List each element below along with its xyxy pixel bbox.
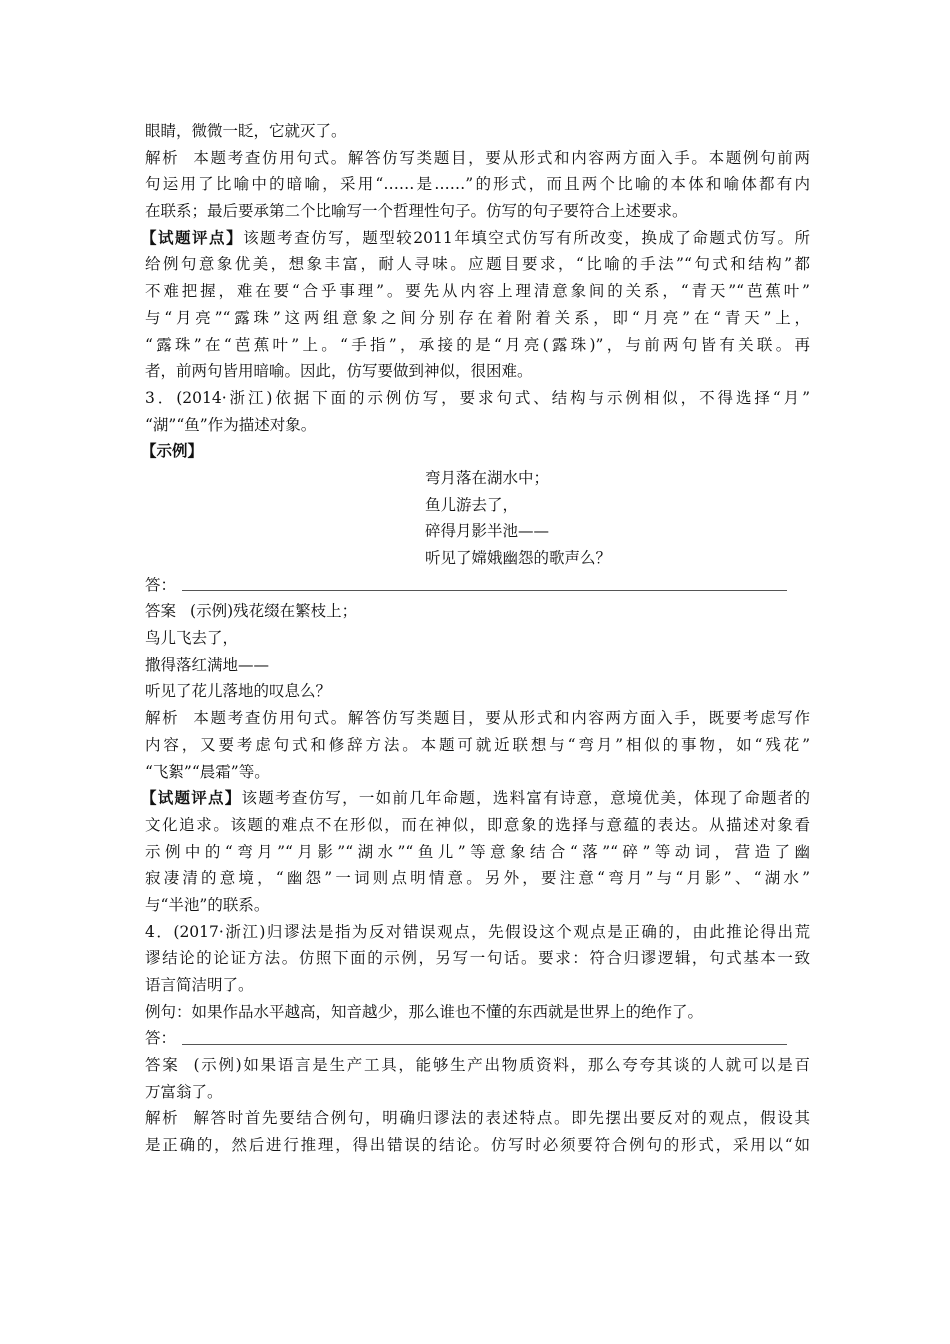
answer-blank-line[interactable] (182, 589, 787, 591)
text-line (145, 118, 810, 145)
text-line (145, 145, 810, 172)
line-text: 寂凄清的意境，“幽怨”一词则点明情意。另外，要注意“弯月”与“月影”、“湖水” (145, 869, 810, 888)
text-line (145, 1105, 810, 1132)
line-text: (示例)如果语言是生产工具，能够生产出物质资料，那么夸夸其谈的人就可以是百 (193, 1056, 810, 1075)
line-text: (示例)残花缀在繁枝上； (190, 602, 358, 621)
text-line (145, 171, 810, 198)
line-text: 句运用了比喻中的暗喻，采用“……是……”的形式，而且两个比喻的本体和喻体都有内 (145, 175, 810, 194)
example-heading (141, 438, 810, 465)
text-line (145, 945, 810, 972)
line-text: 万富翁了。 (145, 1082, 223, 1101)
section-label: 解析 (145, 1109, 180, 1128)
line-text: 听见了花儿落地的叹息么？ (145, 682, 332, 701)
text-line (145, 358, 810, 385)
text-line (145, 678, 810, 705)
comment-label: 【试题评点】 (141, 788, 242, 808)
line-text: “飞絮”“晨霜”等。 (145, 762, 270, 781)
line-text: 眼睛，微微一眨，它就灭了。 (145, 122, 347, 140)
answer-field-row (145, 572, 810, 599)
line-text: 不难把握，难在要“合乎事理”。要先从内容上理清意象间的关系，“青天”“芭蕉叶” (145, 282, 810, 301)
poem-line: 碎得月影半池—— (425, 522, 550, 541)
line-text: 该题考查仿写，一如前几年命题，选料富有诗意，意境优美，体现了命题者的 (241, 789, 810, 808)
example-sentence (145, 999, 810, 1026)
section-label: 答案 (145, 602, 177, 621)
text-line (145, 198, 810, 225)
text-line (145, 412, 810, 439)
line-text: 4．(2017·浙江)归谬法是指为反对错误观点，先假设这个观点是正确的，由此推论得出荒 (145, 922, 810, 941)
line-text: “湖”“鱼”作为描述对象。 (145, 415, 317, 434)
line-text: 鸟儿飞去了， (145, 629, 239, 648)
text-line (145, 1079, 810, 1106)
poem-line: 弯月落在湖水中； (425, 468, 550, 487)
line-text: 解答时首先要结合例句，明确归谬法的表述特点。即先摆出要反对的观点，假设其 (193, 1109, 810, 1128)
text-line (145, 332, 810, 359)
line-text: 语言简洁明了。 (145, 976, 254, 994)
line-text: 在联系；最后要承第二个比喻写一个哲理性句子。仿写的句子要符合上述要求。 (145, 202, 688, 221)
line-text: 文化追求。该题的难点不在形似，而在神似，即意象的选择与意蕴的表达。从描述对象看 (145, 815, 810, 834)
poem-line: 鱼儿游去了， (425, 495, 519, 514)
line-text: 该题考查仿写，题型较2011年填空式仿写有所改变，换成了命题式仿写。所 (243, 228, 810, 247)
text-line (145, 759, 810, 786)
section-label: 解析 (145, 709, 180, 728)
line-text: 本题考查仿用句式。解答仿写类题目，要从形式和内容两方面入手，既要考虑写作 (193, 709, 810, 728)
text-line (145, 251, 810, 278)
answer-field-row (145, 1025, 810, 1052)
text-line (145, 625, 810, 652)
text-line (145, 839, 810, 866)
section-label: 答案 (145, 1056, 180, 1075)
line-text: 给例句意象优美，想象丰富，耐人寻味。应题目要求，“比喻的手法”“句式和结构”都 (145, 255, 810, 274)
line-text: 本题考查仿用句式。解答仿写类题目，要从形式和内容两方面入手。本题例句前两 (193, 148, 810, 167)
poem-line: 听见了嫦娥幽怨的歌声么？ (425, 549, 612, 567)
text-line (145, 812, 810, 839)
text-line (145, 305, 810, 332)
text-line (145, 732, 810, 759)
text-line (141, 225, 810, 252)
text-line (145, 598, 810, 625)
example-poem (145, 465, 810, 572)
answer-prefix: 答： (145, 575, 177, 594)
text-line (145, 705, 810, 732)
section-label: 解析 (145, 148, 180, 167)
text-line (145, 278, 810, 305)
text-line (145, 892, 810, 919)
text-line (141, 785, 810, 812)
line-text: 示例中的“弯月”“月影”“湖水”“鱼儿”等意象结合“落”“碎”等动词，营造了幽 (145, 842, 810, 861)
comment-label: 【试题评点】 (141, 227, 244, 247)
line-text: “露珠”在“芭蕉叶”上。“手指”，承接的是“月亮(露珠)”，与前两句皆有关联。再 (145, 335, 810, 354)
line-text: 内容，又要考虑句式和修辞方法。本题可就近联想与“弯月”相似的事物，如“残花” (145, 735, 810, 754)
line-text: 者，前两句皆用暗喻。因此，仿写要做到神似，很困难。 (145, 362, 533, 381)
line-text: 3．(2014·浙江)依据下面的示例仿写，要求句式、结构与示例相似，不得选择“月” (145, 388, 810, 407)
question-3 (145, 385, 810, 412)
text-line (145, 1132, 810, 1159)
document-page (141, 118, 810, 1159)
line-text: 与“月亮”“露珠”这两组意象之间分别存在着附着关系，即“月亮”在“青天”上， (145, 308, 810, 327)
line-text: 与“半池”的联系。 (145, 895, 270, 914)
answer-blank-line[interactable] (182, 1043, 787, 1045)
line-text: 例句：如果作品水平越高，知音越少，那么谁也不懂的东西就是世界上的绝作了。 (145, 1002, 704, 1021)
answer-prefix: 答： (145, 1029, 177, 1048)
text-line (145, 1052, 810, 1079)
text-line (145, 972, 810, 999)
example-label: 【示例】 (141, 441, 204, 461)
line-text: 撒得落红满地—— (145, 655, 270, 674)
text-line (145, 865, 810, 892)
line-text: 是正确的，然后进行推理，得出错误的结论。仿写时必须要符合例句的形式，采用以“如 (145, 1136, 810, 1155)
text-line (145, 652, 810, 679)
question-4 (145, 919, 810, 946)
line-text: 谬结论的论证方法。仿照下面的示例，另写一句话。要求：符合归谬逻辑，句式基本一致 (145, 949, 810, 968)
